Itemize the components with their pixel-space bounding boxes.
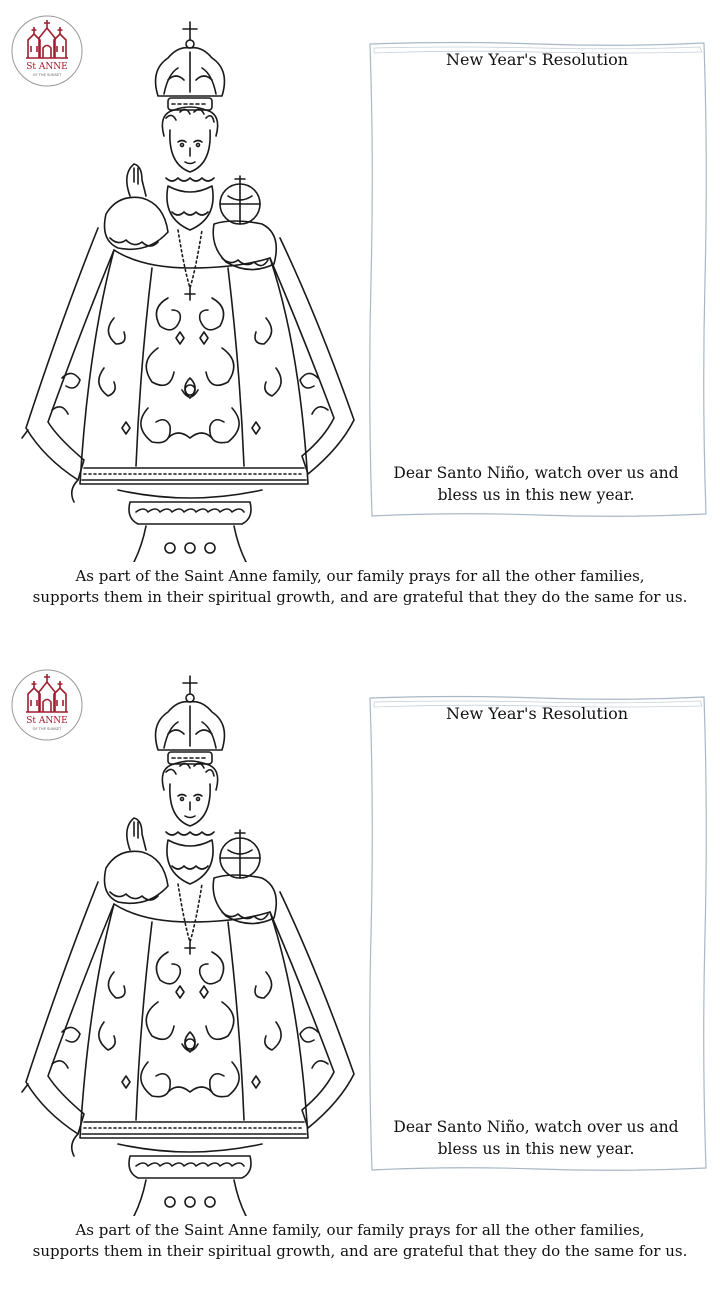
- logo-title: St ANNE: [26, 62, 68, 72]
- blessing-text: [378, 462, 694, 506]
- resolution-title: New Year's Resolution: [445, 704, 629, 723]
- resolution-writing-paper: [366, 40, 710, 520]
- family-caption: [10, 566, 710, 608]
- logo-subtitle: OF THE SUNSET: [32, 727, 62, 731]
- blessing-line-1: Dear Santo Niño, watch over us and: [393, 1118, 679, 1136]
- resolution-writing-paper: [366, 694, 710, 1174]
- santo-nino-illustration: [18, 18, 360, 562]
- blessing-line-2: bless us in this new year.: [437, 486, 635, 504]
- caption-line-1: As part of the Saint Anne family, our family prays for all the other families,: [75, 1221, 645, 1239]
- resolution-title: New Year's Resolution: [445, 50, 629, 69]
- caption-line-2: supports them in their spiritual growth, and are grateful that they do the same for us.: [32, 588, 688, 606]
- family-caption: [10, 1220, 710, 1262]
- blessing-line-1: Dear Santo Niño, watch over us and: [393, 464, 679, 482]
- logo-title: St ANNE: [26, 716, 68, 726]
- logo-subtitle: OF THE SUNSET: [32, 73, 62, 77]
- coloring-page-section-1: [0, 0, 720, 640]
- blessing-text: [378, 1116, 694, 1160]
- caption-line-1: As part of the Saint Anne family, our family prays for all the other families,: [75, 567, 645, 585]
- santo-nino-illustration: [18, 672, 360, 1216]
- caption-line-2: supports them in their spiritual growth, and are grateful that they do the same for us.: [32, 1242, 688, 1260]
- blessing-line-2: bless us in this new year.: [437, 1140, 635, 1158]
- coloring-page-section-2: [0, 654, 720, 1294]
